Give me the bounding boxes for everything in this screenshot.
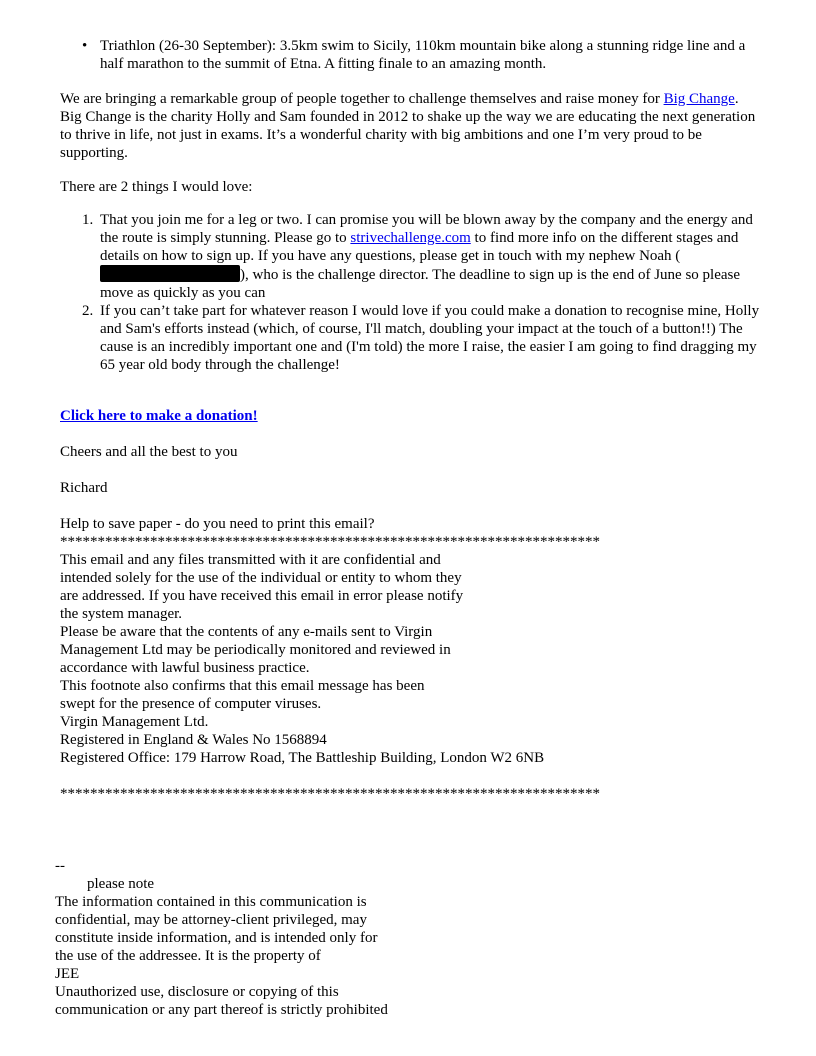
notice-line: Unauthorized use, disclosure or copying of this xyxy=(55,984,339,1000)
disclaimer-line: swept for the presence of computer viruses. xyxy=(60,696,322,712)
redacted-contact xyxy=(100,265,240,282)
donation-link[interactable]: Click here to make a donation! xyxy=(60,408,258,424)
confidentiality-notice xyxy=(55,893,475,1019)
disclaimer-line: the system manager. xyxy=(60,606,183,622)
disclaimer-line: This footnote also confirms that this email message has been xyxy=(60,678,425,694)
disclaimer-line: Please be aware that the contents of any e-mails sent to Virgin xyxy=(60,624,433,640)
triathlon-bullet-list xyxy=(82,37,760,73)
disclaimer-line: Registered in England & Wales No 1568894 xyxy=(60,732,327,748)
disclaimer-line: This email and any files transmitted with it are confidential and xyxy=(60,552,441,568)
notice-line: the use of the addressee. It is the property of xyxy=(55,948,321,964)
disclaimer xyxy=(60,551,760,767)
two-things-heading: There are 2 things I would love: xyxy=(60,179,253,195)
notice-line: constitute inside information, and is intended only for xyxy=(55,930,378,946)
request-1-text-middle: to find more info on the different stages and details on how to sign up. If you have any questions, please get in touch with my nephew Noah ( xyxy=(100,230,739,264)
sig-separator: -- xyxy=(55,858,65,874)
disclaimer-line: Registered Office: 179 Harrow Road, The Battleship Building, London W2 6NB xyxy=(60,750,545,766)
signature: Richard xyxy=(60,480,108,496)
paragraph-text: We are bringing a remarkable group of people together to challenge themselves and raise money for xyxy=(60,91,664,107)
stars-divider-bottom: ************************************************************************ xyxy=(60,786,600,802)
signoff: Cheers and all the best to you xyxy=(60,444,238,460)
notice-line: JEE xyxy=(55,966,80,982)
charity-paragraph xyxy=(60,90,760,162)
strivechallenge-link[interactable]: strivechallenge.com xyxy=(350,230,471,246)
request-2-text: If you can’t take part for whatever reason I would love if you could make a donation to recognise mine, Holly and Sam's efforts instead (which, of course, I'll match, doubling your impact at the touch of a button!!) The cause is an incredibly important one and (I'm told) the more I raise, the easier I am going to find dragging my 65 year old body through the challenge! xyxy=(100,303,760,373)
request-item-2 xyxy=(82,302,760,374)
bullet-text: Triathlon (26-30 September): 3.5km swim to Sicily, 110km mountain bike along a stunning ridge line and a half marathon to the summit of Etna. A fitting finale to an amazing month. xyxy=(100,38,746,72)
big-change-link[interactable]: Big Change xyxy=(663,91,735,107)
list-number: 2. xyxy=(82,303,94,319)
disclaimer-line: intended solely for the use of the individual or entity to whom they xyxy=(60,570,462,586)
request-1-text: That you join me for a leg or two. I can promise you will be blown away by the company and the energy and the route is simply stunning. Please go to xyxy=(100,212,753,246)
stars-divider-top: ************************************************************************ xyxy=(60,534,600,550)
request-item-1 xyxy=(82,211,760,302)
disclaimer-line: are addressed. If you have received this email in error please notify xyxy=(60,588,464,604)
please-note: please note xyxy=(87,876,155,892)
disclaimer-line: Virgin Management Ltd. xyxy=(60,714,209,730)
notice-line: confidential, may be attorney-client privileged, may xyxy=(55,912,367,928)
requests-list xyxy=(82,211,760,374)
notice-line: communication or any part thereof is strictly prohibited xyxy=(55,1002,388,1018)
list-number: 1. xyxy=(82,212,94,228)
paragraph-text-continued: . Big Change is the charity Holly and Sam founded in 2012 to shake up the way we are educating the next generation to thrive in life, not just in exams. It’s a wonderful charity with big ambitions and one I’m very proud to be supporting. xyxy=(60,91,756,161)
bullet-item-triathlon xyxy=(82,37,760,73)
notice-line: The information contained in this communication is xyxy=(55,894,367,910)
disclaimer-line: Management Ltd may be periodically monitored and reviewed in xyxy=(60,642,451,658)
bullet-dot-icon: • xyxy=(82,38,88,54)
donation-link-block xyxy=(60,407,760,425)
request-1-text-end: ), who is the challenge director. The deadline to sign up is the end of June so please move as quickly as you can xyxy=(100,267,741,301)
print-notice: Help to save paper - do you need to print this email? xyxy=(60,516,375,532)
disclaimer-line: accordance with lawful business practice. xyxy=(60,660,310,676)
